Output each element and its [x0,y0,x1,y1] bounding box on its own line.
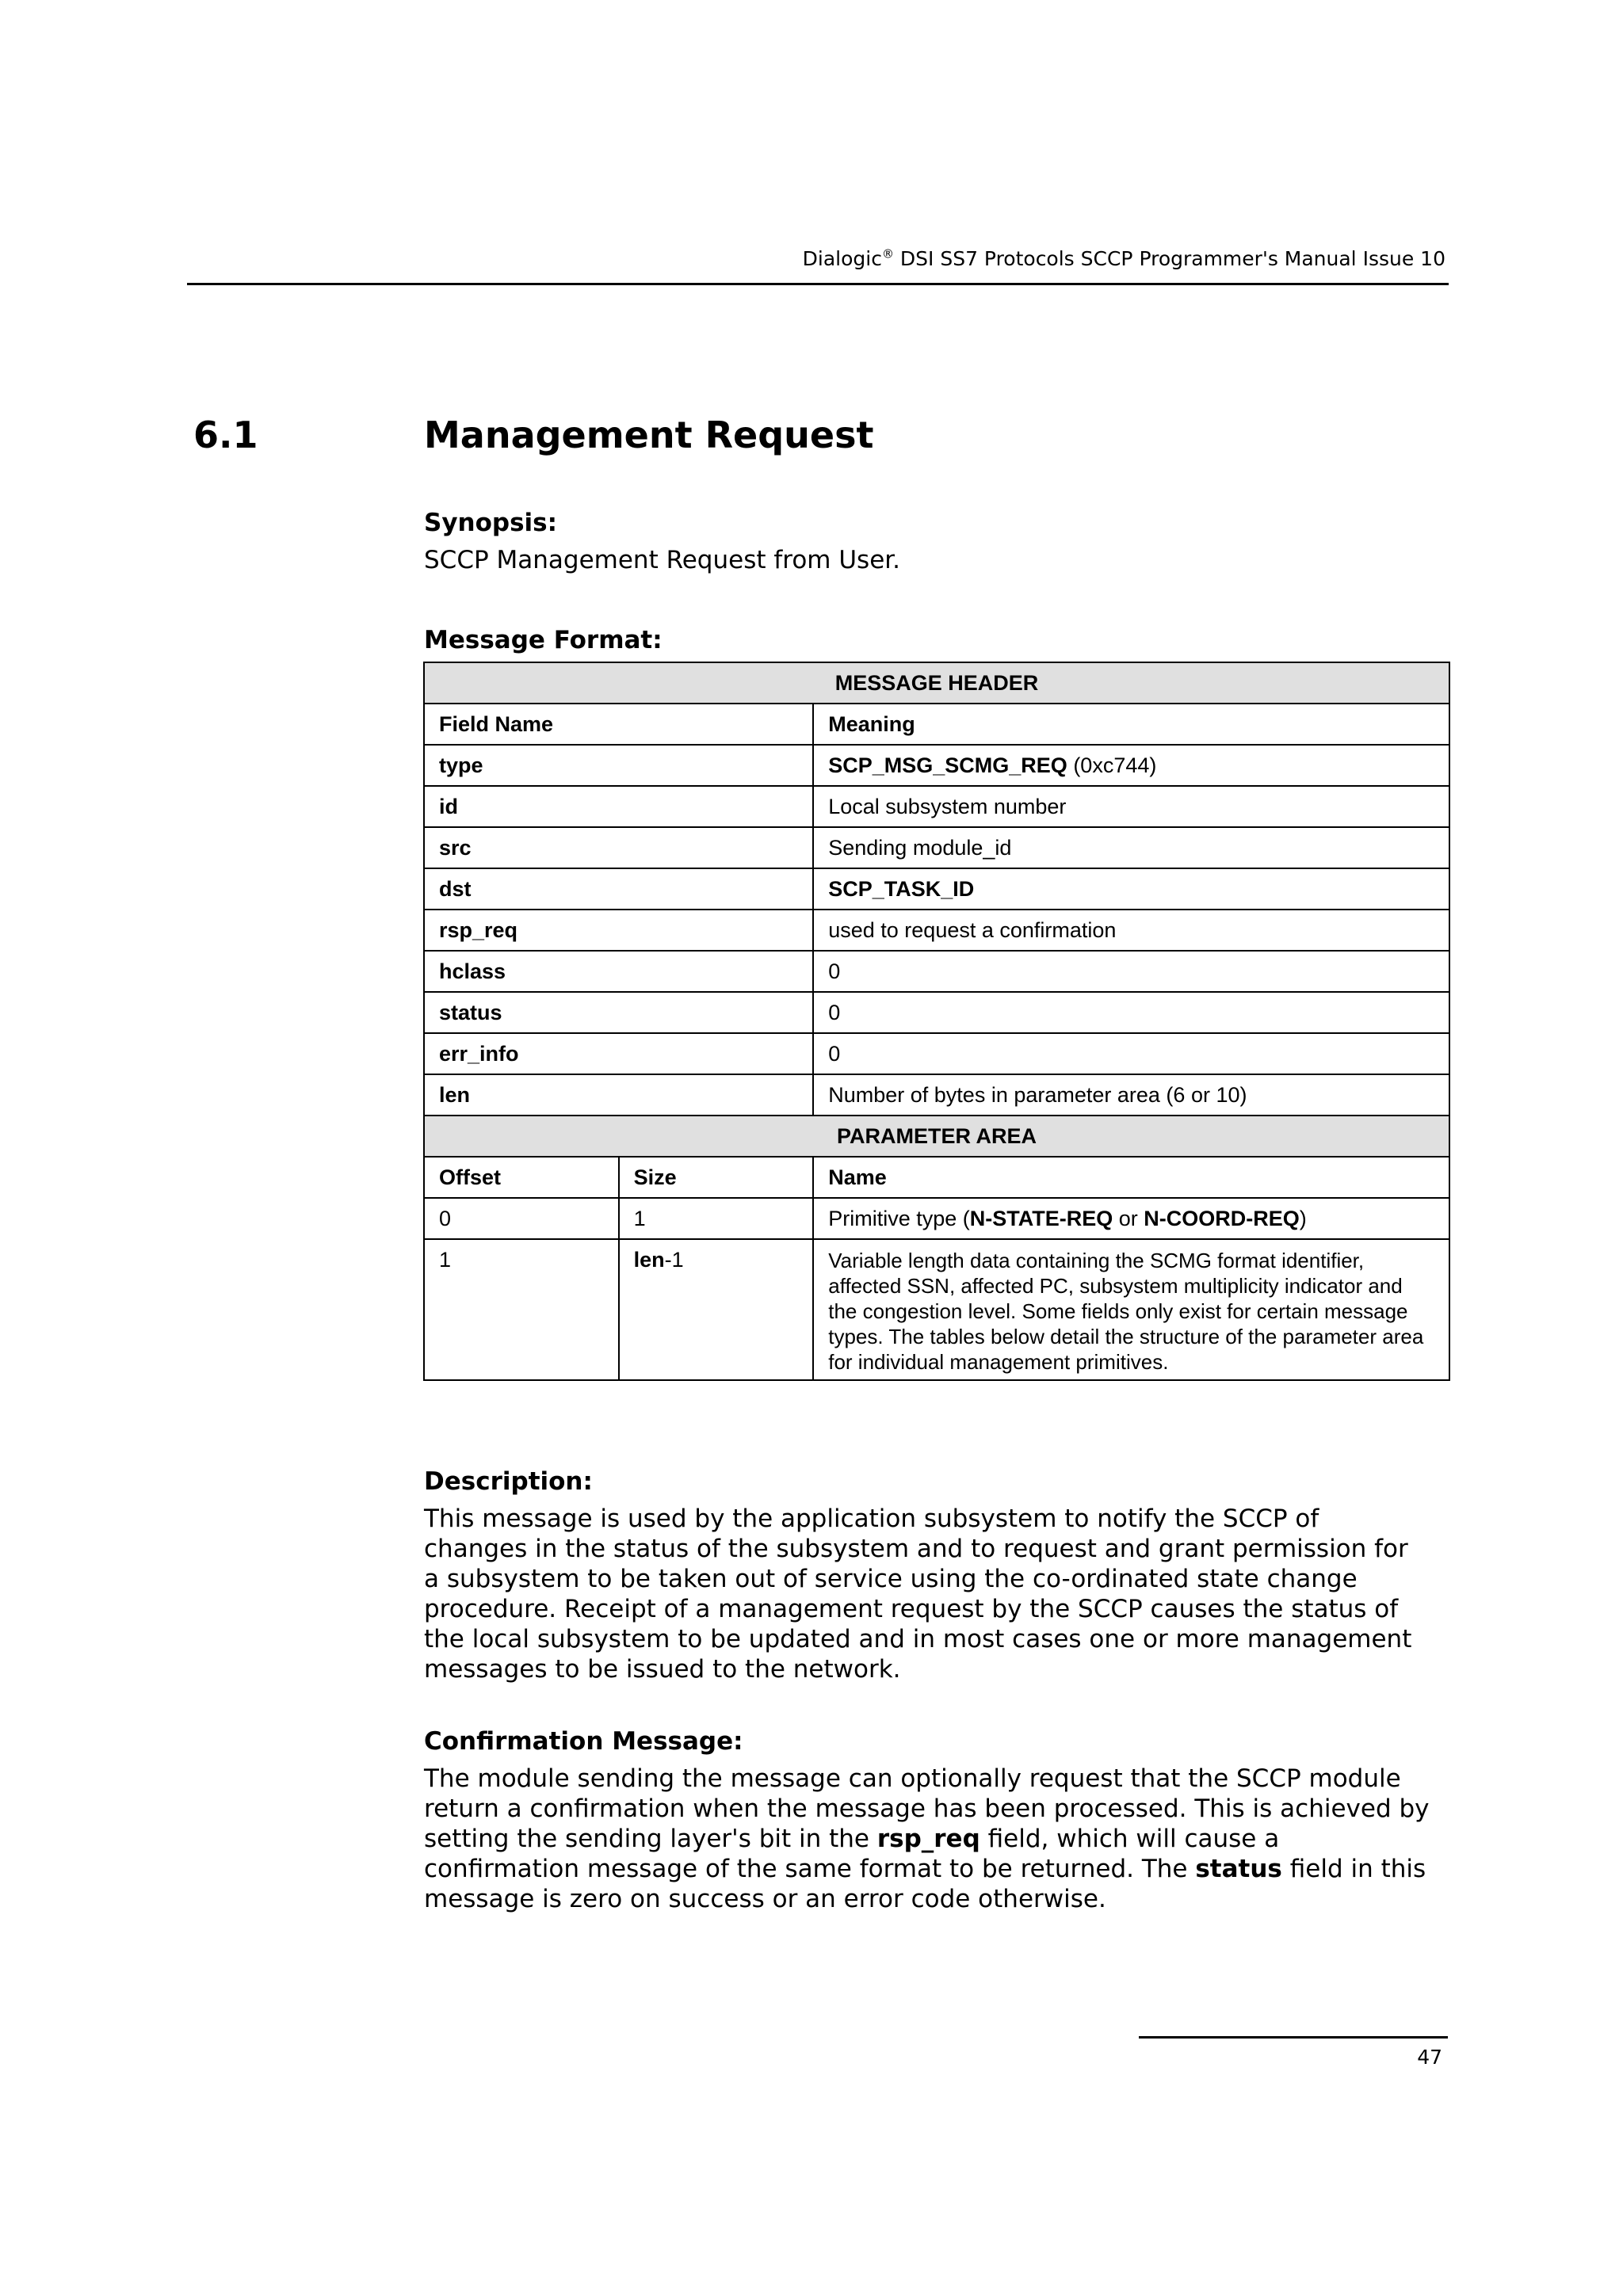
name-text: Primitive type ( [828,1206,970,1230]
confirmation-text-run: field in this [1281,1855,1426,1883]
description-line: a subsystem to be taken out of service using the co-ordinated state change [424,1565,1358,1593]
message-format-table [423,662,1450,1381]
size-bold: len [633,1248,665,1272]
header-rule [187,283,1449,285]
field-name-cell: status [424,992,813,1033]
table-row [424,1157,1449,1198]
table-row [424,1074,1449,1116]
meaning-text: (0xc744) [1067,753,1157,777]
confirmation-line: message is zero on success or an error code otherwise. [424,1885,1106,1913]
column-header-field-name: Field Name [424,704,813,745]
confirmation-line [424,1854,1454,1884]
offset-cell: 0 [424,1198,619,1239]
description-text [424,1504,1454,1684]
table-row [424,827,1449,868]
meaning-cell: 0 [813,1033,1449,1074]
table-row [424,1116,1449,1157]
header-manual-title: DSI SS7 Protocols SCCP Programmer's Manual Issue 10 [893,247,1445,270]
message-header-band: MESSAGE HEADER [424,662,1449,704]
table-row [424,951,1449,992]
field-name-cell: err_info [424,1033,813,1074]
size-cell [619,1239,814,1380]
section-number: 6.1 [193,414,258,456]
table-row [424,868,1449,910]
field-name-cell: type [424,745,813,786]
meaning-cell: Number of bytes in parameter area (6 or 10) [813,1074,1449,1116]
synopsis-heading: Synopsis: [424,509,558,537]
table-row [424,1239,1449,1380]
meaning-bold: SCP_MSG_SCMG_REQ [828,753,1067,777]
name-bold: N-STATE-REQ [969,1206,1113,1230]
size-cell: 1 [619,1198,814,1239]
meaning-cell: used to request a confirmation [813,910,1449,951]
field-name-cell: dst [424,868,813,910]
column-header-meaning: Meaning [813,704,1449,745]
column-header-name: Name [813,1157,1449,1198]
name-cell [813,1198,1449,1239]
name-text: ) [1299,1206,1307,1230]
confirmation-line: The module sending the message can optionally request that the SCCP module [424,1764,1401,1793]
confirmation-text [424,1764,1454,1914]
status-term: status [1195,1855,1282,1883]
description-line: This message is used by the application subsystem to notify the SCCP of [424,1505,1319,1533]
name-cell: Variable length data containing the SCMG format identifier, affected SSN, affected PC, subsystem multiplicity indicator and the congestion level. Some fields only exist for certain message types. The tables below detail the structure of the parameter area for individual management primitives. [813,1239,1449,1380]
field-name-cell: id [424,786,813,827]
confirmation-line [424,1824,1454,1854]
table-row [424,910,1449,951]
footer-rule [1139,2036,1448,2039]
confirmation-heading: Confirmation Message: [424,1727,743,1756]
confirmation-text-run: confirmation message of the same format to be returned. The [424,1855,1196,1883]
description-line: messages to be issued to the network. [424,1655,901,1684]
message-format-heading: Message Format: [424,626,663,654]
field-name-cell: src [424,827,813,868]
header-brand: Dialogic [802,247,882,270]
confirmation-text-run: field, which will cause a [980,1825,1280,1853]
table-row [424,786,1449,827]
column-header-size: Size [619,1157,814,1198]
section-title: Management Request [424,414,874,456]
table-row [424,662,1449,704]
name-text: or [1113,1206,1144,1230]
field-name-cell: len [424,1074,813,1116]
meaning-cell: 0 [813,992,1449,1033]
description-heading: Description: [424,1467,593,1496]
description-line: procedure. Receipt of a management request by the SCCP causes the status of [424,1595,1399,1623]
field-name-cell: hclass [424,951,813,992]
page-number: 47 [1417,2046,1442,2069]
offset-cell: 1 [424,1239,619,1380]
meaning-cell: Local subsystem number [813,786,1449,827]
running-header [803,247,1445,270]
meaning-cell: Sending module_id [813,827,1449,868]
table-row [424,992,1449,1033]
description-line: changes in the status of the subsystem and to request and grant permission for [424,1535,1408,1563]
confirmation-text-run: setting the sending layer's bit in the [424,1825,877,1853]
rsp-req-term: rsp_req [876,1825,980,1853]
table-row [424,745,1449,786]
meaning-cell: 0 [813,951,1449,992]
meaning-cell: SCP_TASK_ID [813,868,1449,910]
synopsis-text: SCCP Management Request from User. [424,546,901,574]
confirmation-line: return a confirmation when the message has been processed. This is achieved by [424,1794,1430,1823]
field-name-cell: rsp_req [424,910,813,951]
table-row [424,704,1449,745]
name-bold: N-COORD-REQ [1144,1206,1300,1230]
size-text: -1 [664,1248,684,1272]
description-line: the local subsystem to be updated and in most cases one or more management [424,1625,1412,1653]
meaning-cell [813,745,1449,786]
parameter-area-band: PARAMETER AREA [424,1116,1449,1157]
table-row [424,1033,1449,1074]
registered-mark: ® [881,246,894,261]
column-header-offset: Offset [424,1157,619,1198]
table-row [424,1198,1449,1239]
